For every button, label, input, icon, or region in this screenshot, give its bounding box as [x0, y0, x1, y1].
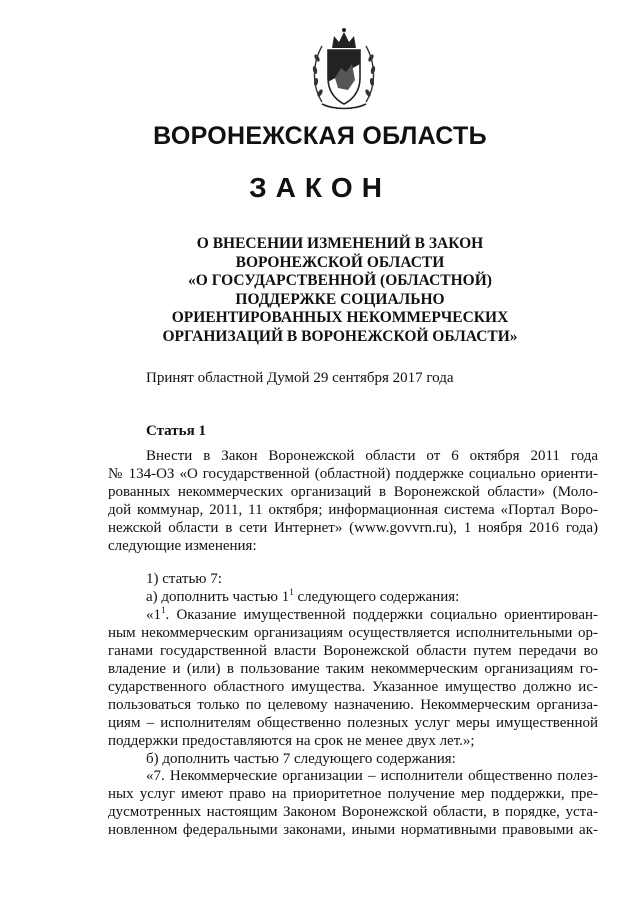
text-line: следующие изменения: — [108, 537, 257, 554]
text-line: № 134-ОЗ «О государственной (областной) поддержке социально ориенти- — [108, 465, 598, 482]
adoption-date: Принят областной Думой 29 сентября 2017 года — [146, 370, 454, 386]
list-item: а) дополнить частью $1^1$ следующего содержания: — [146, 587, 460, 606]
text-line: сударственного областного имущества. Указанное имущество должно ис- — [108, 678, 598, 695]
title-line: ОРИЕНТИРОВАННЫХ НЕКОММЕРЧЕСКИХ — [171, 309, 509, 326]
text-line: поддержки предоставляются на срок не менее двух лет.»; — [108, 732, 475, 749]
text-line: «$1^1$. Оказание имущественной поддержки социально ориентирован- — [146, 605, 598, 624]
article-body — [108, 448, 598, 840]
text-line: ным некоммерческим организациям осуществляется исполнительными ор- — [108, 625, 598, 642]
text-line: Внести в Закон Воронежской области от 6 октября 2011 года — [146, 448, 598, 464]
title-line: ПОДДЕРЖКЕ СОЦИАЛЬНО — [235, 290, 445, 308]
text-line: новленном федеральными законами, иными нормативными правовыми ак- — [108, 822, 598, 839]
list-item: 1) статью 7: — [146, 571, 222, 588]
text-line: дусмотренных настоящим Законом Воронежской области, в порядке, уста- — [108, 804, 598, 821]
coat-of-arms-icon — [308, 24, 380, 114]
text-line: ганами государственной власти Воронежской области путем передачи во — [108, 643, 598, 660]
title-line: ОРГАНИЗАЦИЙ В ВОРОНЕЖСКОЙ ОБЛАСТИ» — [162, 327, 518, 345]
text-line: дой коммунар, 2011, 11 октября; информационная система «Портал Воро- — [108, 501, 598, 518]
text-line: рованных некоммерческих организаций в Воронежской области» (Моло- — [108, 483, 598, 500]
text-line: ных услуг имеют право на приоритетное получение мер поддержки, пре- — [108, 786, 598, 803]
document-type-heading: ЗАКОН — [249, 172, 391, 203]
text-line: пользоваться только по целевому назначению. Некоммерческим организа- — [108, 696, 598, 713]
region-heading: ВОРОНЕЖСКАЯ ОБЛАСТЬ — [153, 122, 487, 150]
text-line: циям – исполнителям общественно полезных услуг меры имущественной — [108, 714, 598, 731]
text-line: «7. Некоммерческие организации – исполнители общественно полез- — [146, 768, 598, 785]
list-item: б) дополнить частью 7 следующего содержания: — [146, 750, 456, 767]
text-line: владение и (или) в пользование таким некоммерческим организациям го- — [108, 660, 598, 677]
title-line: ВОРОНЕЖСКОЙ ОБЛАСТИ — [235, 253, 445, 271]
title-line: «О ГОСУДАРСТВЕННОЙ (ОБЛАСТНОЙ) — [188, 272, 492, 289]
text-line: нежской области в сети Интернет» (www.govvrn.ru), 1 ноября 2016 года) — [108, 519, 598, 536]
title-line: О ВНЕСЕНИИ ИЗМЕНЕНИЙ В ЗАКОН — [196, 235, 484, 252]
law-title — [150, 235, 530, 346]
article-heading: Статья 1 — [146, 423, 206, 439]
